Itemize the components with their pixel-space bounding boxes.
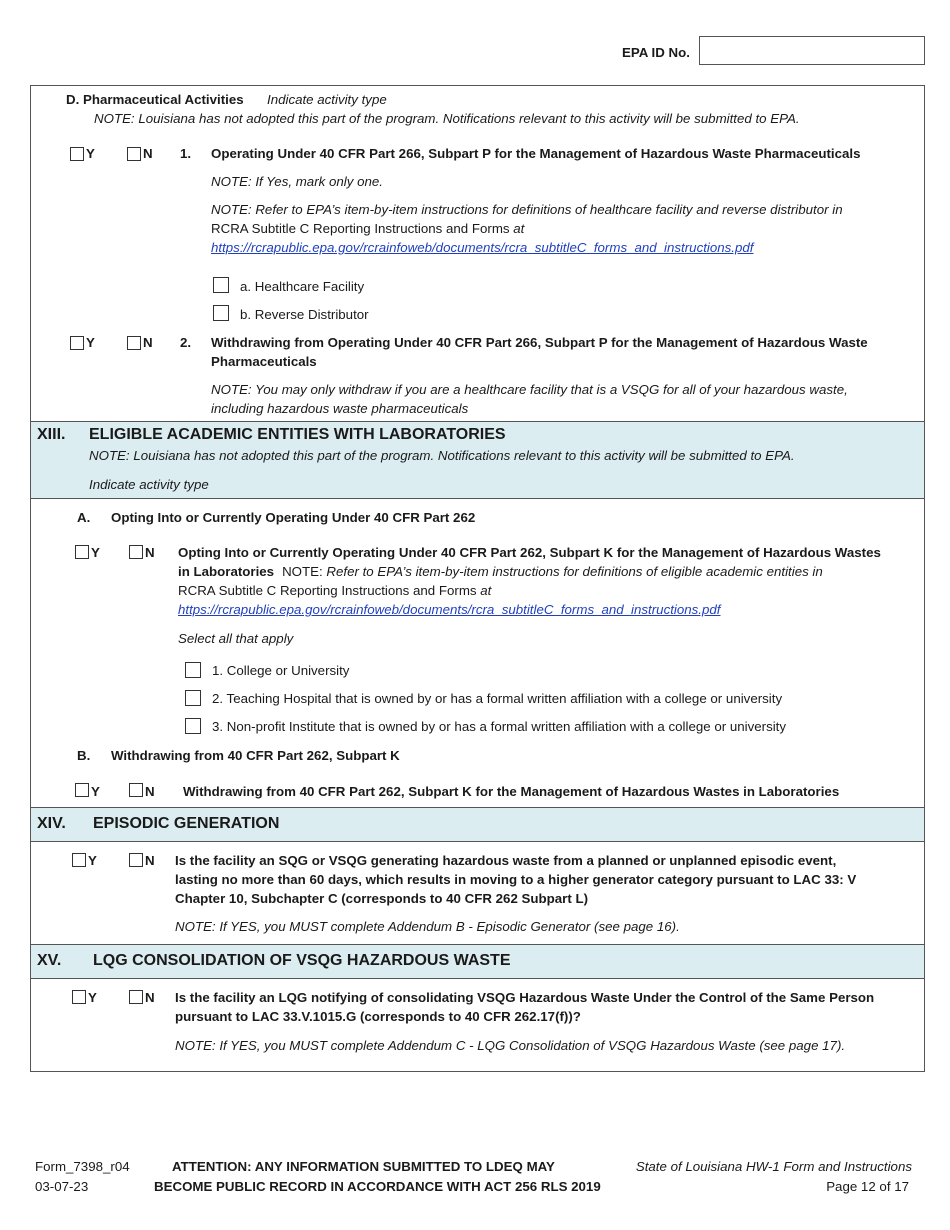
footer-attention-line2: BECOME PUBLIC RECORD IN ACCORDANCE WITH ACT 256 RLS 2019 (154, 1179, 601, 1194)
xiii-a-yes-label: Y (91, 545, 100, 560)
xiii-b-yes-checkbox[interactable] (75, 783, 89, 797)
section-xiv-number: XIV. (37, 815, 66, 832)
d-q2-note-line1: NOTE: You may only withdraw if you are a healthcare facility that is a VSQG for all of your hazardous waste, (211, 382, 848, 397)
d-q2-no-label: N (143, 335, 153, 350)
d-q2-text-line1: Withdrawing from Operating Under 40 CFR Part 266, Subpart P for the Management of Hazardous Waste (211, 335, 868, 350)
xiv-question-line3: Chapter 10, Subchapter C (corresponds to 40 CFR 262 Subpart L) (175, 891, 589, 906)
footer-state-title: State of Louisiana HW-1 Form and Instructions (635, 1159, 912, 1174)
xiii-a-yes-checkbox[interactable] (75, 545, 89, 559)
footer-page-number: Page 12 of 17 (826, 1179, 909, 1194)
d-healthcare-facility-label: a. Healthcare Facility (240, 279, 365, 294)
d-q2-number: 2. (180, 335, 192, 350)
xiii-nonprofit-checkbox[interactable] (185, 718, 201, 734)
footer-date: 03-07-23 (35, 1179, 89, 1194)
d-q2-text-line2: Pharmaceuticals (211, 354, 317, 369)
section-d-note: NOTE: Louisiana has not adopted this part of the program. Notifications relevant to this activity will be submitted to EPA. (94, 111, 800, 126)
xiii-a-note-prefix: NOTE: (282, 564, 327, 579)
footer-form-number: Form_7398_r04 (35, 1159, 130, 1174)
section-d-title: D. Pharmaceutical Activities (66, 92, 244, 107)
xiv-question-line1: Is the facility an SQG or VSQG generating hazardous waste from a planned or unplanned episodic event, (175, 853, 837, 868)
section-xiii-note: NOTE: Louisiana has not adopted this part of the program. Notifications relevant to this activity will be submitted to EPA. (89, 448, 795, 463)
d-reverse-distributor-label: b. Reverse Distributor (240, 307, 369, 322)
xiii-b-question: Withdrawing from 40 CFR Part 262, Subpart K for the Management of Hazardous Wastes in Laboratories (183, 784, 840, 799)
d-q1-number: 1. (180, 146, 192, 161)
xiii-college-label: 1. College or University (212, 663, 350, 678)
xiii-a-note-doc: RCRA Subtitle C Reporting Instructions and Forms (178, 583, 477, 598)
xv-question-line2: pursuant to LAC 33.V.1015.G (corresponds to 40 CFR 262.17(f))? (175, 1009, 581, 1024)
xiii-b-yes-label: Y (91, 784, 100, 799)
d-q1-text: Operating Under 40 CFR Part 266, Subpart P for the Management of Hazardous Waste Pharmaceuticals (211, 146, 861, 161)
xiii-b-title: Withdrawing from 40 CFR Part 262, Subpart K (111, 748, 400, 763)
xiii-a-question-lab: in Laboratories (178, 564, 275, 579)
xiii-a-no-label: N (145, 545, 155, 560)
xv-no-label: N (145, 990, 155, 1005)
d-q2-yes-checkbox[interactable] (70, 336, 84, 350)
d-q1-note2-line2 (211, 221, 524, 236)
d-q1-no-checkbox[interactable] (127, 147, 141, 161)
xv-yes-checkbox[interactable] (72, 990, 86, 1004)
epa-id-input[interactable] (699, 36, 925, 65)
footer-attention-line1: ATTENTION: ANY INFORMATION SUBMITTED TO LDEQ MAY (172, 1159, 555, 1174)
xiv-no-checkbox[interactable] (129, 853, 143, 867)
d-q1-note2-at: at (509, 221, 525, 236)
section-xv-number: XV. (37, 952, 62, 969)
xiii-college-checkbox[interactable] (185, 662, 201, 678)
xiii-a-note-line2 (178, 583, 491, 598)
xiv-no-label: N (145, 853, 155, 868)
d-q1-note1: NOTE: If Yes, mark only one. (211, 174, 383, 189)
xiii-b-no-label: N (145, 784, 155, 799)
d-q1-yes-checkbox[interactable] (70, 147, 84, 161)
xiii-nonprofit-label: 3. Non-profit Institute that is owned by or has a formal written affiliation with a college or university (212, 719, 787, 734)
section-xiii-title: ELIGIBLE ACADEMIC ENTITIES WITH LABORATORIES (89, 426, 506, 443)
xiii-a-question-line2 (178, 564, 823, 579)
d-reverse-distributor-checkbox[interactable] (213, 305, 229, 321)
d-healthcare-facility-checkbox[interactable] (213, 277, 229, 293)
xiii-b-label: B. (77, 748, 91, 763)
xiii-teaching-hospital-checkbox[interactable] (185, 690, 201, 706)
d-q1-instructions-link[interactable]: https://rcrapublic.epa.gov/rcrainfoweb/documents/rcra_subtitleC_forms_and_instructions.pdf (211, 240, 754, 255)
xiii-instructions-link[interactable]: https://rcrapublic.epa.gov/rcrainfoweb/documents/rcra_subtitleC_forms_and_instructions.pdf (178, 602, 721, 617)
xiii-a-question-line1: Opting Into or Currently Operating Under 40 CFR Part 262, Subpart K for the Management of Hazardous Wastes (178, 545, 881, 560)
section-d-subtitle: Indicate activity type (267, 92, 387, 107)
section-xiv-title: EPISODIC GENERATION (93, 815, 280, 832)
xiii-teaching-hospital-label: 2. Teaching Hospital that is owned by or has a formal written affiliation with a college or university (212, 691, 783, 706)
xiii-b-no-checkbox[interactable] (129, 783, 143, 797)
xiv-note: NOTE: If YES, you MUST complete Addendum B - Episodic Generator (see page 16). (175, 919, 680, 934)
d-q1-note2-line1: NOTE: Refer to EPA’s item-by-item instructions for definitions of healthcare facility and reverse distributor in (211, 202, 843, 217)
section-xiii-number: XIII. (37, 426, 66, 443)
xiii-a-note-text: Refer to EPA’s item-by-item instructions for definitions of eligible academic entities in (326, 564, 823, 579)
xiii-a-note-at: at (476, 583, 492, 598)
xiv-yes-checkbox[interactable] (72, 853, 86, 867)
xiii-a-title: Opting Into or Currently Operating Under 40 CFR Part 262 (111, 510, 476, 525)
d-q2-yes-label: Y (86, 335, 95, 350)
d-q1-no-label: N (143, 146, 153, 161)
xv-yes-label: Y (88, 990, 97, 1005)
section-xv-title: LQG CONSOLIDATION OF VSQG HAZARDOUS WASTE (93, 952, 511, 969)
xiii-select-all: Select all that apply (178, 631, 294, 646)
d-q2-no-checkbox[interactable] (127, 336, 141, 350)
xiii-a-no-checkbox[interactable] (129, 545, 143, 559)
d-q1-note2-doc: RCRA Subtitle C Reporting Instructions and Forms (211, 221, 510, 236)
xiv-question-line2: lasting no more than 60 days, which results in moving to a higher generator category pursuant to LAC 33: V (175, 872, 857, 887)
section-xiii-indicate: Indicate activity type (89, 477, 209, 492)
d-q1-yes-label: Y (86, 146, 95, 161)
d-q2-note-line2: including hazardous waste pharmaceuticals (211, 401, 469, 416)
epa-id-label: EPA ID No. (622, 45, 690, 60)
xiv-yes-label: Y (88, 853, 97, 868)
xiii-a-label: A. (77, 510, 91, 525)
xv-question-line1: Is the facility an LQG notifying of consolidating VSQG Hazardous Waste Under the Control of the Same Person (175, 990, 875, 1005)
xv-note: NOTE: If YES, you MUST complete Addendum C - LQG Consolidation of VSQG Hazardous Waste (see page 17). (175, 1038, 846, 1053)
xv-no-checkbox[interactable] (129, 990, 143, 1004)
